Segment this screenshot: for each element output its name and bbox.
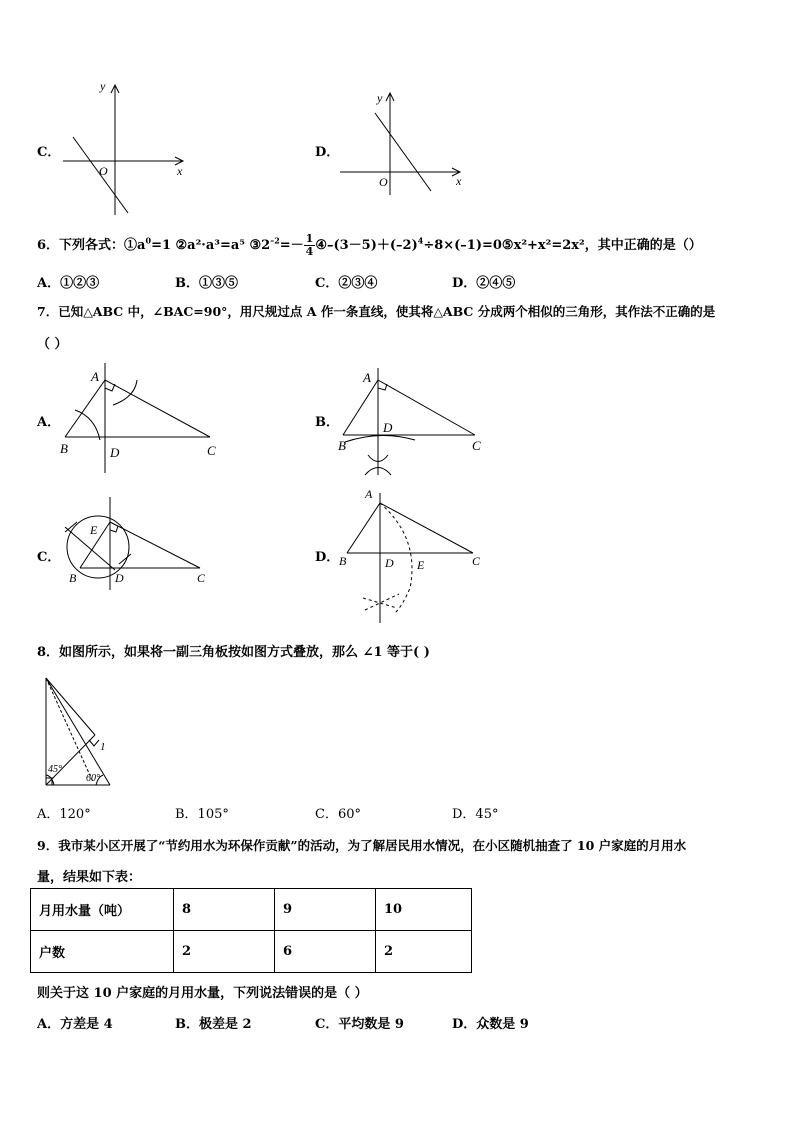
q9-stem-line3: 则关于这 10 户家庭的月用水量，下列说法错误的是（ ） — [37, 986, 368, 1001]
q5-graph-c — [55, 75, 195, 220]
table-cell: 2 — [174, 931, 275, 973]
q7-option-d-label[interactable]: D． — [315, 550, 340, 565]
q8-option-d[interactable]: D．45° — [452, 807, 499, 822]
q7-figure-d — [335, 483, 495, 628]
table-cell: 9 — [275, 889, 376, 931]
q5-option-d-label: D． — [315, 145, 340, 160]
q7-option-a-label[interactable]: A． — [37, 415, 61, 430]
table-cell: 2 — [376, 931, 472, 973]
q7-option-c-label[interactable]: C． — [37, 550, 61, 565]
q9-option-a[interactable]: A．方差是 4 — [37, 1017, 113, 1032]
svg-text:C: C — [472, 554, 481, 568]
q8-stem: 8．如图所示，如果将一副三角板按如图方式叠放，那么 ∠1 等于( ) — [37, 645, 430, 660]
svg-text:B: B — [60, 441, 68, 456]
svg-text:C: C — [207, 443, 216, 458]
q9-option-c[interactable]: C．平均数是 9 — [315, 1017, 404, 1032]
q9-stem-line1: 9．我市某小区开展了“节约用水为环保作贡献”的活动，为了解居民用水情况，在小区随机抽查了 10 户家庭的月用水 — [37, 838, 687, 853]
table-row — [31, 889, 472, 931]
q8-option-c[interactable]: C．60° — [315, 807, 361, 822]
q6-option-c[interactable]: C．②③④ — [315, 276, 378, 291]
table-row — [31, 931, 472, 973]
table-cell: 6 — [275, 931, 376, 973]
q5-c-origin: O — [99, 164, 108, 178]
q7-stem-line2: （ ） — [37, 337, 68, 352]
q7-figure-c — [55, 492, 215, 592]
q5-c-axis-y: y — [100, 79, 106, 93]
q8-option-b[interactable]: B．105° — [175, 807, 229, 822]
q5-option-c-label: C． — [37, 145, 61, 160]
table-cell: 10 — [376, 889, 472, 931]
svg-text:D: D — [115, 571, 124, 585]
q6-fraction: $\frac{1}{4}$ — [305, 232, 314, 258]
svg-text:60°: 60° — [86, 773, 100, 784]
q9-option-d[interactable]: D．众数是 9 — [452, 1017, 529, 1032]
q5-c-axis-x: x — [177, 164, 183, 178]
svg-text:B: B — [69, 571, 77, 585]
q7-option-b-label[interactable]: B． — [315, 415, 339, 430]
svg-text:D: D — [110, 445, 120, 460]
q5-d-origin: O — [379, 175, 388, 189]
svg-text:E: E — [90, 523, 98, 537]
q7-stem-line1: 7．已知△ABC 中，∠BAC=90°，用尺规过点 A 作一条直线，使其将△ABC 分成两个相似的三角形，其作法不正确的是 — [37, 304, 716, 319]
svg-text:B: B — [338, 438, 346, 453]
svg-text:A: A — [365, 487, 373, 501]
table-cell: 月用水量（吨） — [31, 889, 174, 931]
svg-text:A: A — [363, 370, 371, 385]
q8-figure — [38, 672, 123, 792]
table-cell: 8 — [174, 889, 275, 931]
q5-d-axis-y: y — [377, 91, 383, 105]
svg-text:D: D — [383, 420, 393, 435]
q6-stem: 6．下列各式：$①a^0=1$ ②a²·a³=a⁵ $③2^{-2}=-$ $\frac{1}{4}$ $④-(3-5)+(-2)^4\div 8\times(-1)=0⑤x^2+x^2=2x^2$，其中正确的是（） — [37, 232, 702, 258]
svg-text:B: B — [339, 554, 347, 568]
q8-option-a[interactable]: A．120° — [37, 807, 91, 822]
q5-d-axis-x: x — [456, 174, 462, 188]
q7-figure-a — [55, 355, 225, 475]
svg-text:45°: 45° — [48, 764, 62, 775]
q9-stem-line2: 量，结果如下表： — [37, 870, 142, 885]
svg-text:A: A — [91, 369, 99, 384]
svg-text:E: E — [417, 558, 425, 572]
q5-graph-d — [335, 85, 475, 200]
q6-option-d[interactable]: D．②④⑤ — [452, 276, 516, 291]
q6-option-b[interactable]: B．①③⑤ — [175, 276, 238, 291]
q7-figure-b — [335, 360, 495, 480]
svg-text:D: D — [385, 556, 394, 570]
table-cell: 户数 — [31, 931, 174, 973]
q9-water-table — [30, 888, 472, 973]
q6-option-a[interactable]: A．①②③ — [37, 276, 100, 291]
svg-text:C: C — [472, 438, 481, 453]
svg-text:1: 1 — [100, 741, 106, 753]
q9-option-b[interactable]: B．极差是 2 — [175, 1017, 252, 1032]
svg-text:C: C — [197, 571, 206, 585]
